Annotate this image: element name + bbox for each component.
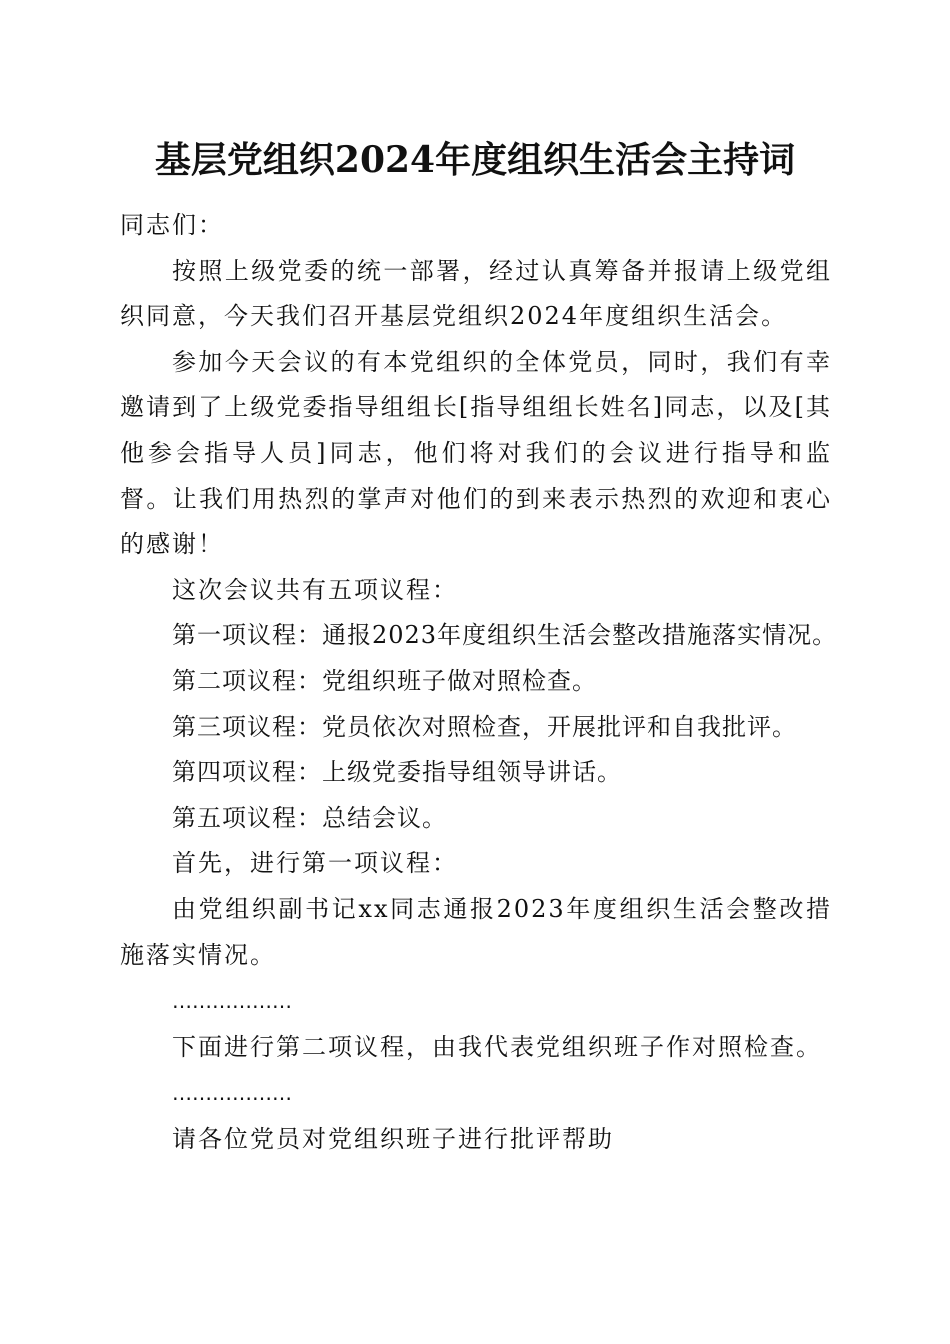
agenda-item [120, 796, 832, 842]
paragraph-second-item: 下面进行第二项议程，由我代表党组织班子作对照检查。 [172, 1032, 822, 1061]
agenda-item [120, 613, 838, 659]
agenda-item-text: 通报2023年度组织生活会整改措施落实情况。 [322, 621, 838, 650]
paragraph-intro: 按照上级党委的统一部署，经过认真筹备并报请上级党组织同意，今天我们召开基层党组织2024年度组织生活会。 [120, 256, 832, 331]
paragraph-criticism: 请各位党员对党组织班子进行批评帮助 [172, 1124, 614, 1153]
ellipsis-line [120, 978, 832, 1025]
salutation: 同志们： [120, 211, 224, 239]
agenda-item [120, 750, 832, 796]
ellipsis-line [120, 1070, 832, 1117]
paragraph-agenda-intro: 这次会议共有五项议程： [172, 575, 458, 604]
agenda-item-label: 第一项议程： [172, 621, 322, 650]
agenda-item-text: 党组织班子做对照检查。 [322, 666, 597, 695]
agenda-item-text: 总结会议。 [322, 803, 447, 832]
agenda-item-text: 党员依次对照检查，开展批评和自我批评。 [322, 712, 797, 741]
agenda-item-label: 第二项议程： [172, 666, 322, 695]
document-body [120, 203, 838, 1162]
agenda-item-label: 第五项议程： [172, 803, 322, 832]
agenda-item-label: 第四项议程： [172, 758, 322, 787]
agenda-item [120, 659, 832, 705]
ellipsis: ……………… [172, 989, 292, 1014]
paragraph-first-item: 首先，进行第一项议程： [172, 849, 458, 878]
document-title: 基层党组织2024年度组织生活会主持词 [154, 139, 796, 181]
ellipsis: ……………… [172, 1081, 292, 1106]
agenda-item [120, 705, 832, 751]
agenda-item-text: 上级党委指导组领导讲话。 [322, 758, 622, 787]
paragraph-attendees: 参加今天会议的有本党组织的全体党员，同时，我们有幸邀请到了上级党委指导组组长[指导组组长姓名]同志，以及[其他参会指导人员]同志，他们将对我们的会议进行指导和监督。让我们用热烈的掌声对他们的到来表示热烈的欢迎和衷心的感谢！ [120, 347, 832, 559]
paragraph-report: 由党组织副书记xx同志通报2023年度组织生活会整改措施落实情况。 [120, 894, 832, 969]
agenda-item-label: 第三项议程： [172, 712, 322, 741]
